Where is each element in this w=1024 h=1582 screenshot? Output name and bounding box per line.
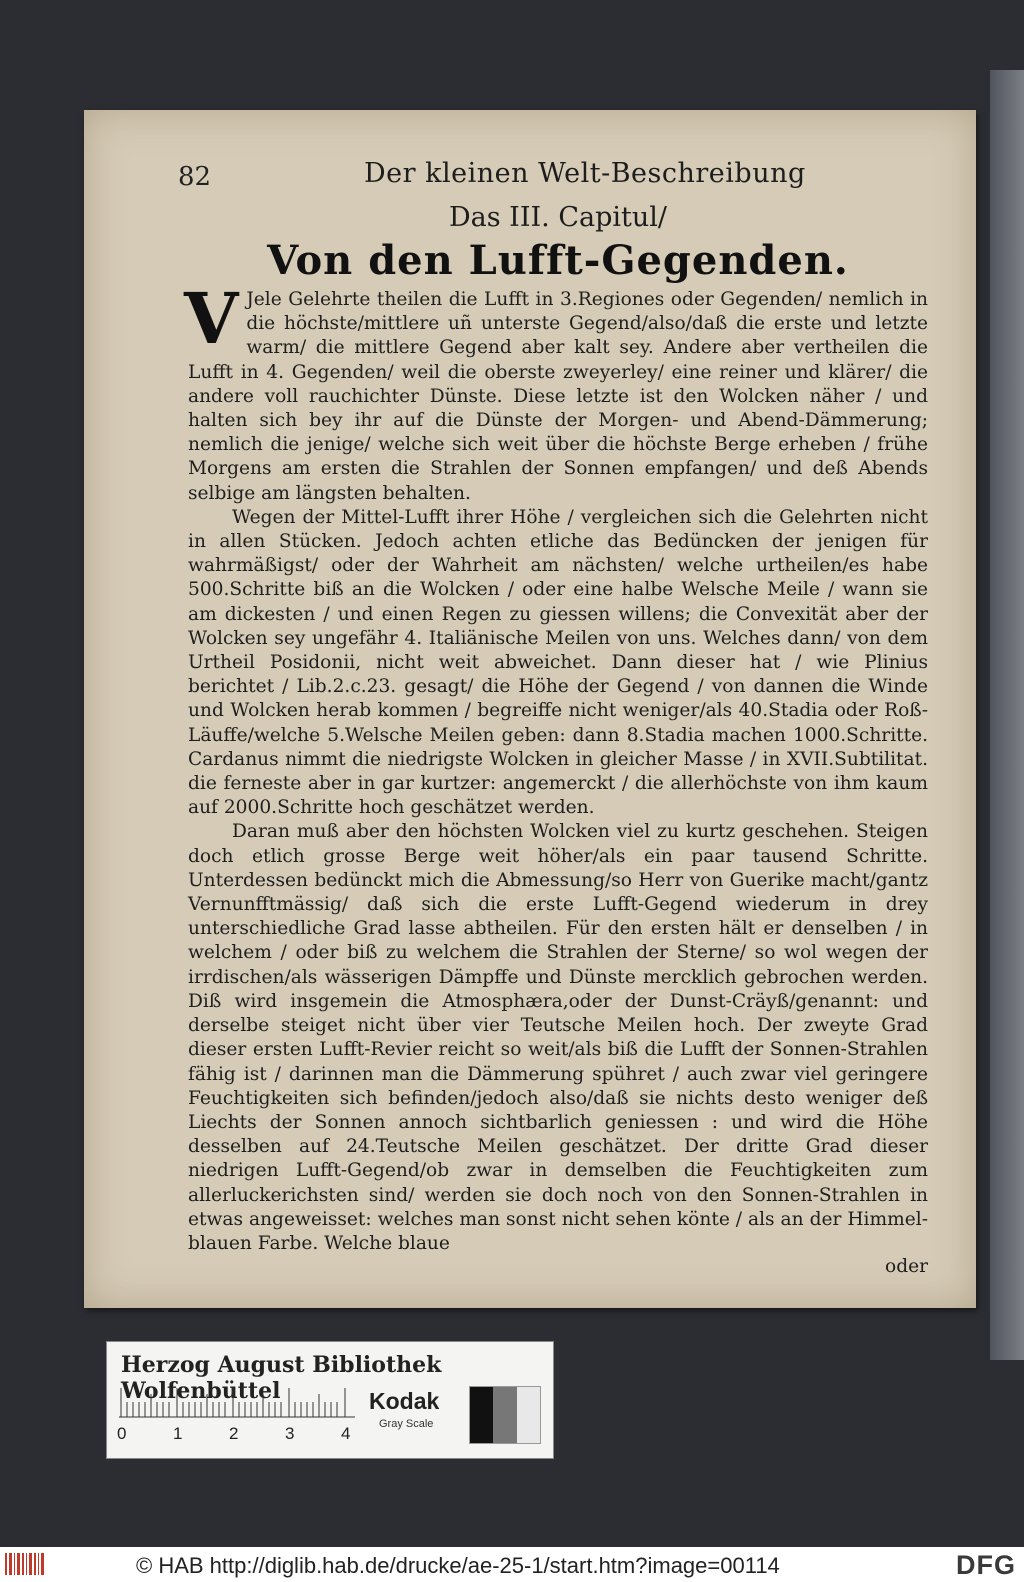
book-page	[84, 110, 976, 1308]
running-head: Der kleinen Welt-Beschreibung	[364, 158, 806, 189]
catchword: oder	[885, 1256, 928, 1278]
library-name: Herzog August Bibliothek Wolfenbüttel	[121, 1352, 442, 1404]
ruler-scale	[119, 1388, 355, 1418]
ruler-label: 1	[173, 1424, 183, 1443]
barcode-icon	[4, 1551, 46, 1577]
chapter-title: Von den Lufft-Gegenden.	[267, 237, 849, 284]
page-header	[178, 158, 928, 192]
paragraph	[184, 277, 928, 506]
ruler-label: 0	[117, 1424, 127, 1443]
color-calibration-card	[106, 1341, 554, 1459]
page-number: 82	[178, 162, 212, 192]
body-text	[184, 277, 928, 1256]
copyright-link[interactable]: © HAB http://diglib.hab.de/drucke/ae-25-1/start.htm?image=00114	[136, 1553, 780, 1578]
scanner-background	[990, 70, 1024, 1360]
ruler-label: 2	[229, 1424, 239, 1443]
ruler-label: 4	[341, 1424, 351, 1443]
paragraph: Wegen der Mittel-Lufft ihrer Höhe / vergleichen sich die Gelehrten nicht in allen Stücken. Jedoch achten etliche das Bedüncken der jenigen für wahrmäßigst/ oder der Wahrheit am nächsten/ welche urtheilen/es habe 500.Schritte biß an die Wolcken / oder eine halbe Welsche Meile / wann sie am dickesten / und einen Regen zu giessen willens; die Convexität aber der Wolcken sey ungefähr 4. Italiänische Meilen von uns. Welches dann/ von dem Urtheil Posidonii, nicht weit abweichet. Dann dieser hat / wie Plinius berichtet / Lib.2.c.23. gesagt/ die Höhe der Gegend / von dannen die Winde und Wolcken herab kommen / begreiffe nicht weniger/als 40.Stadia oder Roß-Läuffe/welche 5.Welsche Meilen geben: dann 8.Stadia machen 1000.Schritte. Cardanus nimmt die niedrigste Wolcken in gleicher Masse / in XVII.Subtilitat. die ferneste aber in gar kurtzer: angemerckt / die allerhöchste von ihm kaum auf 2000.Schritte hoch geschätzet werden.	[188, 506, 928, 819]
ruler-label: 3	[285, 1424, 295, 1443]
kodak-logo: Kodak	[369, 1388, 440, 1414]
page-content	[178, 158, 928, 1278]
dfg-logo: DFG	[956, 1550, 1016, 1580]
drop-cap: V	[184, 277, 239, 360]
gray-scale-patches	[469, 1386, 541, 1444]
chapter-label: Das III. Capitul/	[449, 202, 667, 233]
footer-bar	[0, 1547, 1024, 1582]
paragraph: Daran muß aber den höchsten Wolcken viel zu kurtz geschehen. Steigen doch etlich grosse Berge weit höher/als ein paar tausend Schritte. Unterdessen bedünckt mich die Abmessung/so Herr von Guerike macht/gantz Vernunfftmässig/ daß sich die erste Lufft-Gegend wiederum in drey unterschiedliche Grad lasse abtheilen. Für den ersten hält er denselben / in welchem / oder biß zu welchem die Strahlen der Sterne/ so wol wegen der irrdischen/als wässerigen Dämpffe und Dünste mercklich gebrochen werden. Diß wird insgemein die Atmosphæra,oder der Dunst-Cräyß/genannt: und derselbe steiget nicht über vier Teutsche Meilen hoch. Der zweyte Grad dieser ersten Lufft-Revier reicht so weit/als biß die Lufft der Sonnen-Strahlen fähig ist / darinnen man die Dämmerung spühret / auch zwar viel geringere Feuchtigkeiten sich befinden/jedoch also/daß sie nichts desto weniger deß Liechts der Sonnen annoch sichtbarlich geniessen : und wird die Höhe desselben auf 24.Teutsche Meilen geschätzet. Der dritte Grad dieser niedrigen Lufft-Gegend/ob zwar in demselben die Feuchtigkeiten zum allerluckerichsten sind/ werden sie doch noch von den Sonnen-Strahlen in etwas angeweisset: welches man sonst nicht sehen könte / als an der Himmel-blauen Farbe. Welche blaue	[188, 821, 928, 1254]
paragraph-text: Jele Gelehrte theilen die Lufft in 3.Regiones oder Gegenden/ nemlich in die höchste/mittlere uñ unterste Gegend/also/daß die erste und letzte warm/ die mittlere Gegend aber kalt sey. Andere aber vertheilen die Lufft in 4. Gegenden/ weil die oberste zweyerley/ eine reiner und klärer/ die andere voll rauchichter Dünste. Diese letzte ist den Wolcken näher / und halten sich bey ihr auf die Dünste der Morgen- und Abend-Dämmerung; nemlich die jenige/ welche sich weit über die höchste Berge erheben / frühe Morgens am ersten die Strahlen der Sonnen empfangen/ und deß Abends selbige am längsten behalten.	[188, 289, 928, 504]
gray-scale-label: Gray Scale	[379, 1418, 434, 1430]
